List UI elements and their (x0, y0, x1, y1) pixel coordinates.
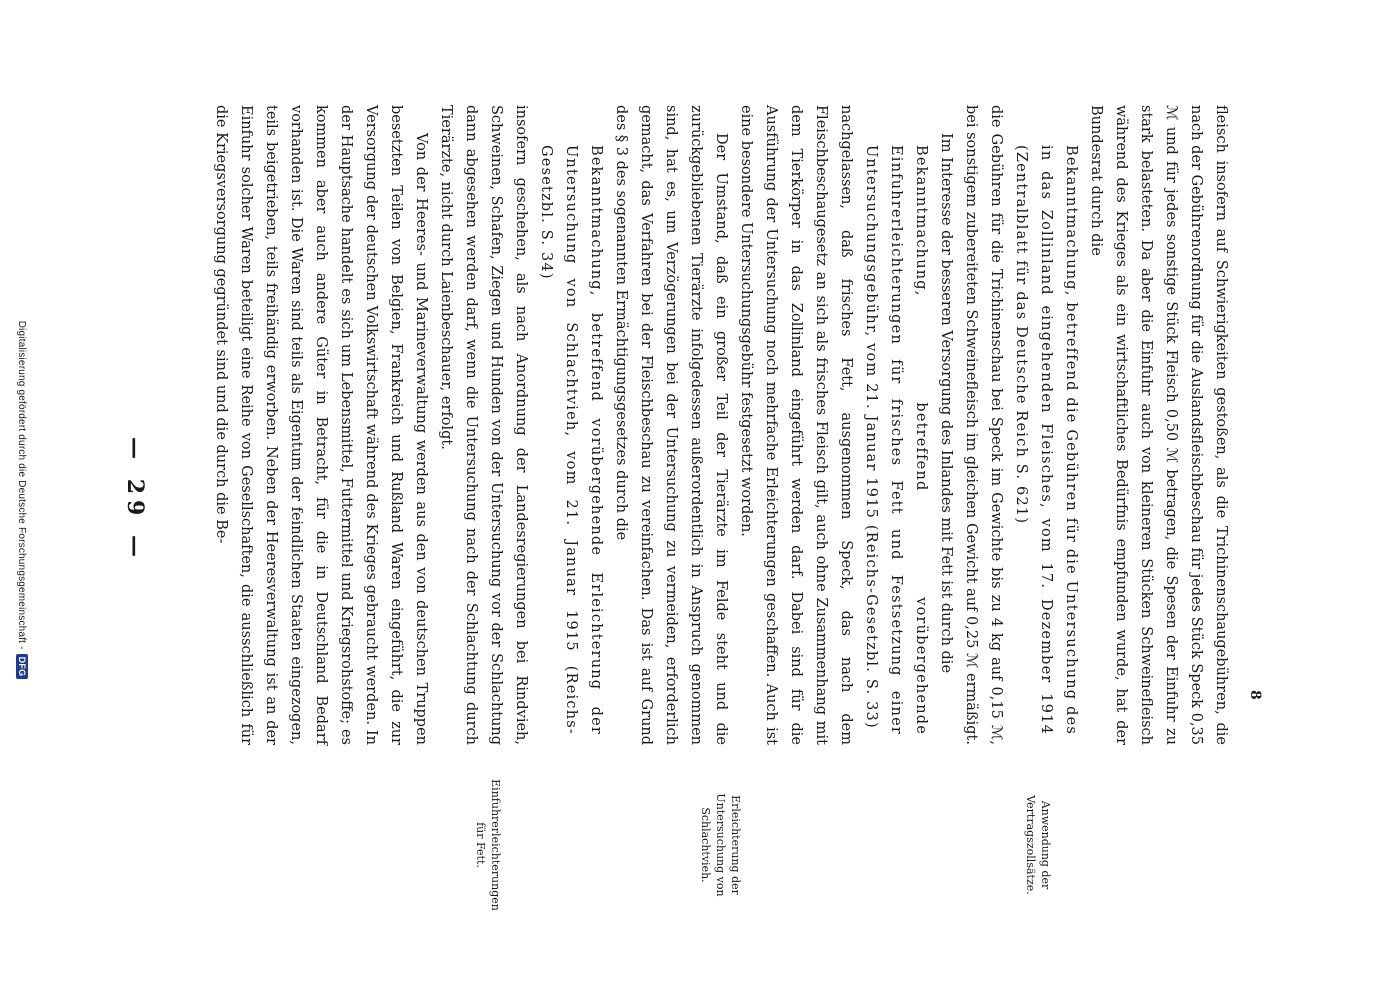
dfg-logo: DFG (16, 654, 28, 680)
page-number: — 29 — (122, 437, 148, 563)
para-fat-rules: nachgelassen, daß frisches Fett, ausgenommen Speck, das nach dem Fleischbeschaugesetz an sich als frisches Fleisch gilt, auch ohne Zusammenhang mit dem Tierkörper in das Zollinland eingeführt werden darf. Dabei sind für die Ausführung der Untersuchung noch mehrfache Erleichterungen geschaffen. Auch ist eine besondere Untersuchungsgebühr festgesetzt worden. (738, 105, 854, 745)
margin-note-tariff-rates: Anwendung der Vertragszollsätze. (1024, 795, 1052, 895)
para-law-fees: Bekanntmachung, betreffend die Gebühren für die Untersuchung des in das Zollinland eingehenden Fleisches, vom 17. Dezember 1914 (Zentralblatt für das Deutsche Reich S. 621) (1013, 145, 1079, 735)
digitization-text: Digitalisierung gefördert durch die Deutsche Forschungsgemeinschaft - (16, 320, 27, 650)
para-vets: Der Umstand, daß ein großer Teil der Tierärzte im Felde steht und die zurückgebliebenen Tierärzte infolgedessen außerordentlich in Anspruch genommen sind, hat es, um Verzögerungen bei der Untersuchung zu vermeiden, erforderlich gemacht, das Verfahren bei der Fleischbeschau zu vereinfachen. Das ist auf Grund des § 3 des sogenannten Ermächtigungsgesetzes durch die (613, 105, 729, 745)
para-slaughter-rules: insofern geschehen, als nach Anordnung der Landesregierungen bei Rindvieh, Schweinen, Schafen, Ziegen und Hunden von der Untersuchung vor der Schlachtung dann abgesehen werden darf, wenn die Untersuchung nach der Schlachtung durch Tierärzte, nicht durch Laienbeschauer, erfolgt. (438, 105, 529, 745)
para-law-slaughter: Bekanntmachung, betreffend vorübergehende Erleichterung der Untersuchung von Schlachtvieh, vom 21. Januar 1915 (Reichs-Gesetzbl. S. 34) (538, 145, 604, 735)
para-imports: Von der Heeres- und Marineverwaltung werden aus den von deutschen Truppen besetzten Teilen von Belgien, Frankreich und Rußland Waren eingeführt, die zur Versorgung der deutschen Volkswirtschaft während des Krieges gebraucht werden. In der Hauptsache handelt es sich um Lebensmittel, Futtermittel und Kriegsrohstoffe; es kommen aber auch andere Güter in Betracht, für die in Deutschland Bedarf vorhanden ist. Die Waren sind teils als Eigentum der feindlichen Staaten eingezogen, teils beigetrieben, teils freihändig erworben. Neben der Heeresverwaltung ist an der Einfuhr solcher Waren beteiligt eine Reihe von Gesellschaften, die ausschließlich für die Kriegsversorgung gegründet sind und die durch die Be- (213, 105, 429, 745)
para-fat-intro: Im Interesse der besseren Versorgung des Inlandes mit Fett ist durch die (938, 133, 954, 674)
margin-note-slaughter-inspection: Erleichterung der Untersuchung von Schlachtvieh. (699, 793, 742, 897)
signature-mark: 8 (1247, 690, 1263, 700)
para-meat: fleisch insofern auf Schwierigkeiten gestoßen, als die Trichinenschaugebühren, die nach der Gebührenordnung für die Auslandsfleischbeschau für jedes Stück Speck 0,35 ℳ und für jedes sonstige Stück Fleisch 0,50 ℳ betragen, die Spesen der Einfuhr zu stark belasteten. Da aber die Einfuhr auch von kleineren Stücken Schweinefleisch während des Krieges als ein wirtschaftliches Bedürfnis empfunden wurde, hat der Bundesrat durch die (1088, 105, 1229, 745)
para-reduction: die Gebühren für die Trichinenschau bei Speck im Gewichte bis zu 4 kg auf 0,15 ℳ, bei sonstigem zubereiteten Schweinefleisch im gleichen Gewicht auf 0,25 ℳ ermäßigt. (963, 105, 1004, 745)
margin-note-fat-import: Einfuhrerleichterungen für Fett. (474, 779, 502, 911)
para-law-fat: Bekanntmachung, betreffend vorübergehende Einfuhrerleichterungen für frisches Fett und Festsetzung einer Untersuchungsgebühr, vom 21. Januar 1915 (Reichs-Gesetzbl. S. 33) (863, 145, 929, 735)
body-text (163, 105, 1233, 745)
digitization-note (16, 30, 28, 970)
